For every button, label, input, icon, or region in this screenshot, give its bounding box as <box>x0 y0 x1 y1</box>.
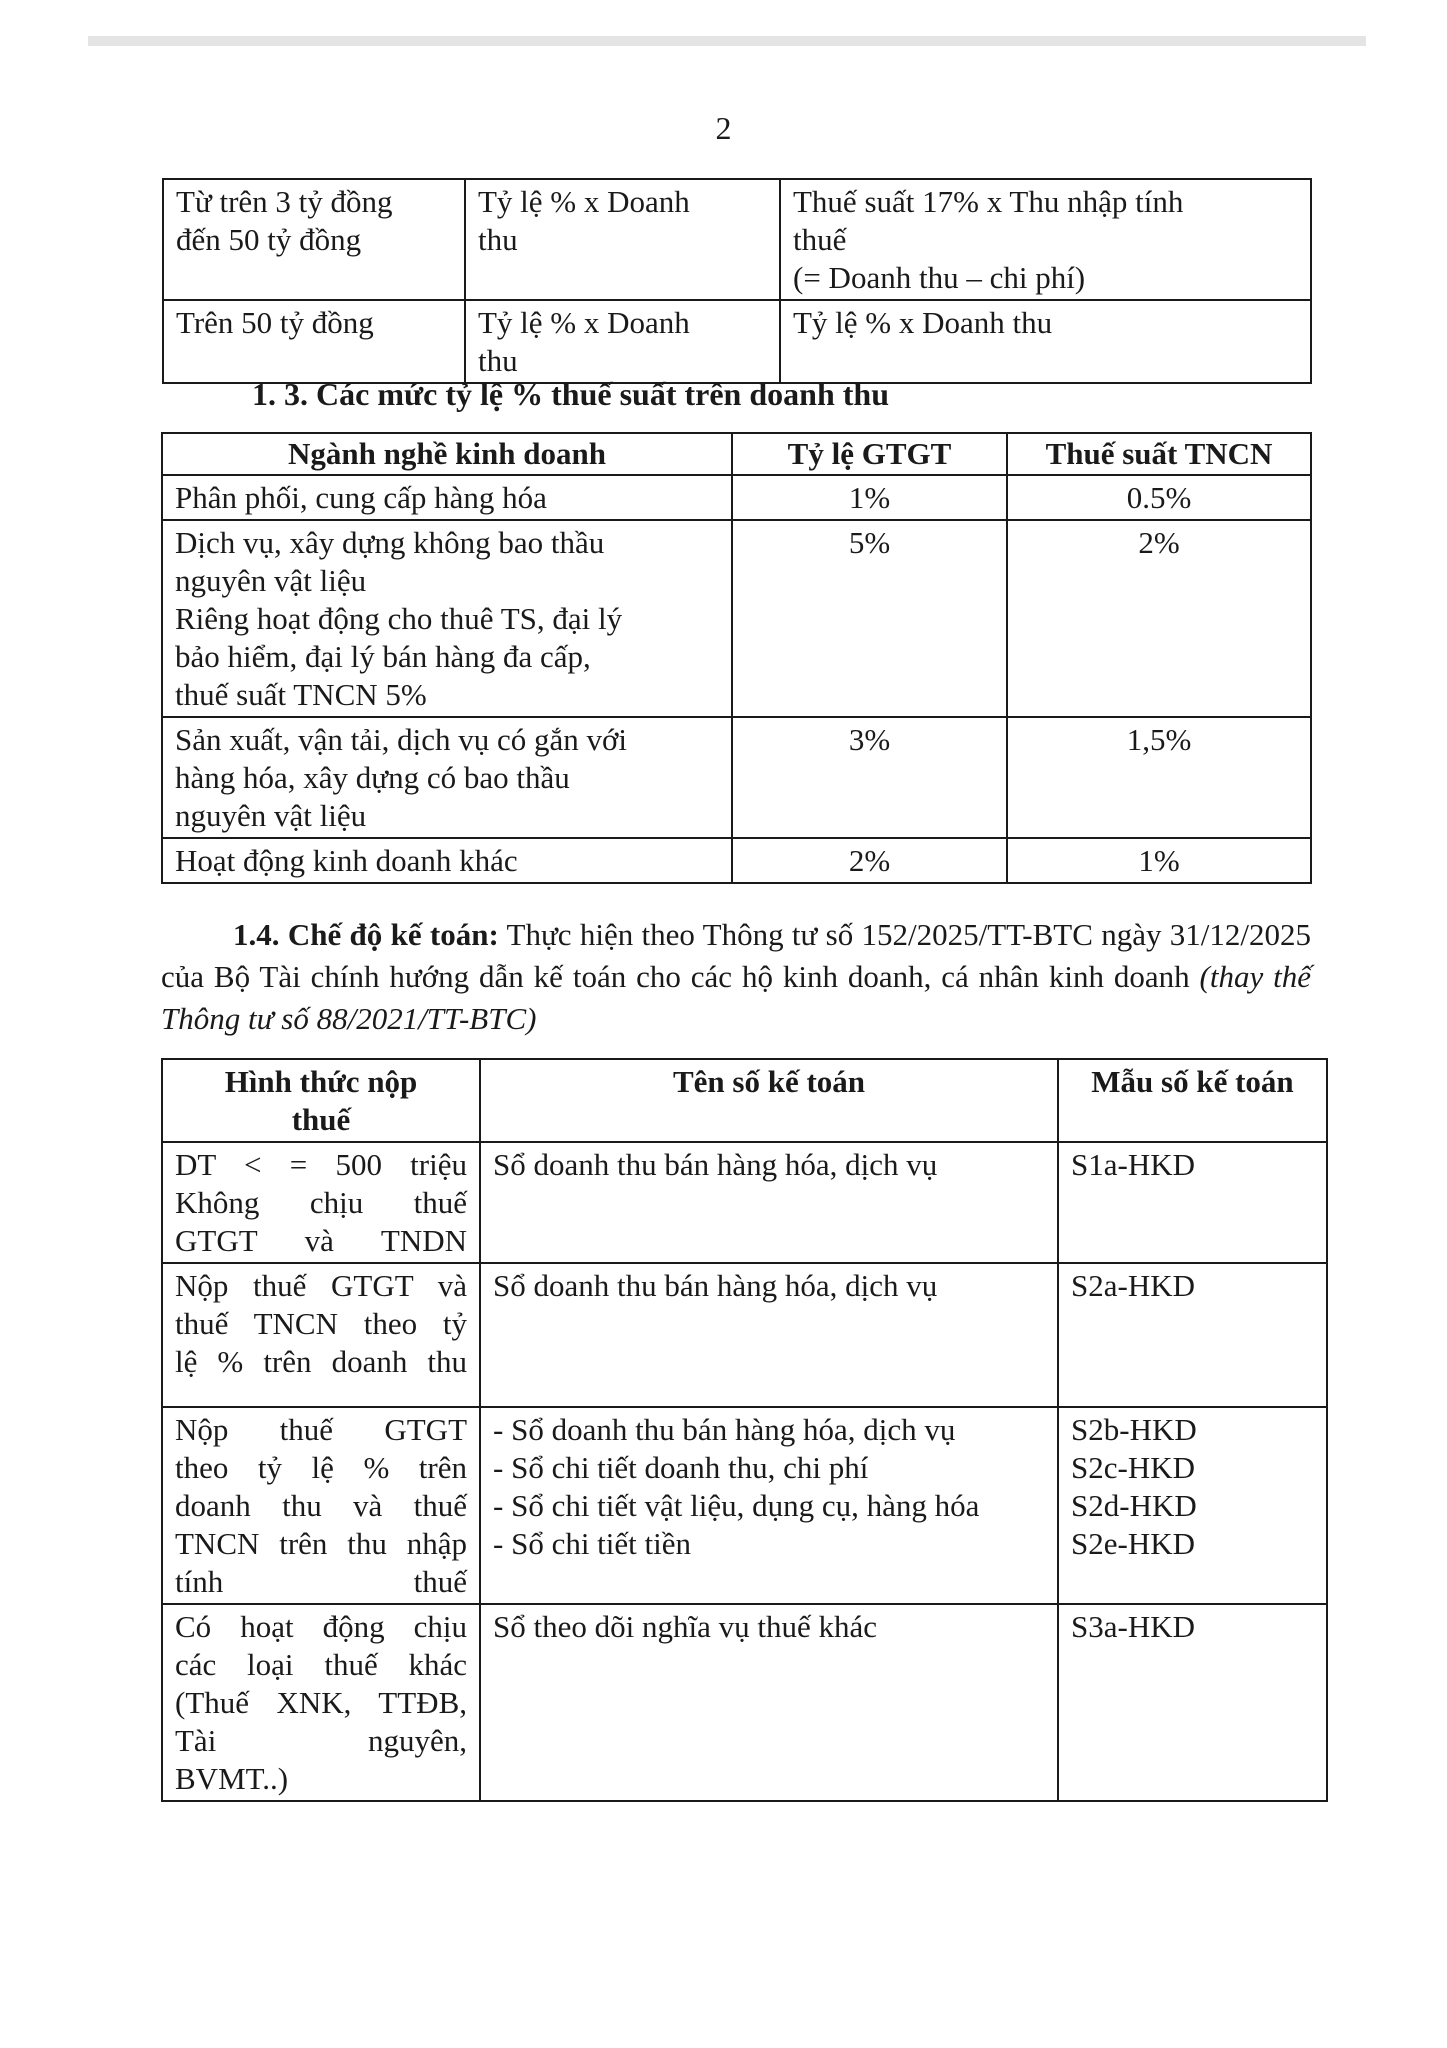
pit-rate-cell: 1% <box>1007 838 1311 883</box>
header-tax-form: Hình thức nộp thuế <box>162 1059 480 1142</box>
table-header-row <box>162 433 1311 475</box>
header-pit-rate: Thuế suất TNCN <box>1007 433 1311 475</box>
tax-calculation-table <box>162 178 1312 384</box>
book-template-cell: S3a-HKD <box>1058 1604 1327 1801</box>
industry-cell: Phân phối, cung cấp hàng hóa <box>162 475 732 520</box>
table-row <box>162 838 1311 883</box>
table-row <box>162 475 1311 520</box>
section-label-1-4: 1.4. Chế độ kế toán: <box>233 917 499 952</box>
book-name-cell: Sổ theo dõi nghĩa vụ thuế khác <box>480 1604 1058 1801</box>
pit-method-cell: Tỷ lệ % x Doanh thu <box>780 300 1311 383</box>
page-number: 2 <box>715 110 732 146</box>
table-row <box>162 1142 1327 1263</box>
book-template-cell: S1a-HKD <box>1058 1142 1327 1263</box>
vat-rate-cell: 2% <box>732 838 1007 883</box>
industry-cell: Sản xuất, vận tải, dịch vụ có gắn với hàng hóa, xây dựng có bao thầu nguyên vật liệu <box>162 717 732 838</box>
book-name-cell: - Sổ doanh thu bán hàng hóa, dịch vụ - Sổ chi tiết doanh thu, chi phí - Sổ chi tiết vật liệu, dụng cụ, hàng hóa - Sổ chi tiết tiền <box>480 1407 1058 1604</box>
header-book-template: Mẫu số kế toán <box>1058 1059 1327 1142</box>
table-row <box>162 1263 1327 1407</box>
section-1-4-paragraph <box>161 914 1311 1040</box>
table-row <box>162 1604 1327 1801</box>
vat-rate-cell: 3% <box>732 717 1007 838</box>
industry-cell: Dịch vụ, xây dựng không bao thầu nguyên vật liệu Riêng hoạt động cho thuê TS, đại lý bảo hiểm, đại lý bán hàng đa cấp, thuế suất TNCN 5% <box>162 520 732 717</box>
book-template-cell: S2b-HKD S2c-HKD S2d-HKD S2e-HKD <box>1058 1407 1327 1604</box>
revenue-range-cell: Trên 50 tỷ đồng <box>163 300 465 383</box>
tax-form-cell: DT < = 500 triệu Không chịu thuế GTGT và TNDN <box>162 1142 480 1263</box>
section-text: Thực hiện theo Thông tư số 152/2025/TT-BTC ngày 31/12/2025 của Bộ Tài chính hướng dẫn kế toán cho các hộ kinh doanh, cá nhân kinh doanh <box>161 917 1312 994</box>
header-industry: Ngành nghề kinh doanh <box>162 433 732 475</box>
vat-method-cell: Tỷ lệ % x Doanh thu <box>465 300 780 383</box>
tax-form-cell: Có hoạt động chịu các loại thuế khác (Thuế XNK, TTĐB, Tài nguyên, BVMT..) <box>162 1604 480 1801</box>
pit-rate-cell: 2% <box>1007 520 1311 717</box>
vat-rate-cell: 1% <box>732 475 1007 520</box>
book-name-cell: Sổ doanh thu bán hàng hóa, dịch vụ <box>480 1142 1058 1263</box>
section-italic-note: (thay thế Thông tư số 88/2021/TT-BTC) <box>161 959 1311 1036</box>
book-template-cell: S2a-HKD <box>1058 1263 1327 1407</box>
top-divider <box>88 36 1366 46</box>
vat-rate-cell: 5% <box>732 520 1007 717</box>
header-book-name: Tên số kế toán <box>480 1059 1058 1142</box>
vat-method-cell: Tỷ lệ % x Doanh thu <box>465 179 780 300</box>
tax-rates-table <box>161 432 1312 884</box>
pit-rate-cell: 0.5% <box>1007 475 1311 520</box>
tax-form-cell: Nộp thuế GTGT và thuế TNCN theo tỷ lệ % trên doanh thu <box>162 1263 480 1407</box>
pit-rate-cell: 1,5% <box>1007 717 1311 838</box>
table-row <box>162 1407 1327 1604</box>
pit-method-cell: Thuế suất 17% x Thu nhập tính thuế (= Doanh thu – chi phí) <box>780 179 1311 300</box>
table-row <box>162 717 1311 838</box>
revenue-range-cell: Từ trên 3 tỷ đồng đến 50 tỷ đồng <box>163 179 465 300</box>
book-name-cell: Sổ doanh thu bán hàng hóa, dịch vụ <box>480 1263 1058 1407</box>
tax-form-cell: Nộp thuế GTGT theo tỷ lệ % trên doanh thu và thuế TNCN trên thu nhập tính thuế <box>162 1407 480 1604</box>
table-row <box>163 179 1311 300</box>
section-heading-1-3: 1. 3. Các mức tỷ lệ % thuế suất trên doanh thu <box>252 376 889 412</box>
table-row <box>163 300 1311 383</box>
table-row <box>162 520 1311 717</box>
table-header-row <box>162 1059 1327 1142</box>
industry-cell: Hoạt động kinh doanh khác <box>162 838 732 883</box>
accounting-books-table <box>161 1058 1328 1802</box>
header-vat-rate: Tỷ lệ GTGT <box>732 433 1007 475</box>
